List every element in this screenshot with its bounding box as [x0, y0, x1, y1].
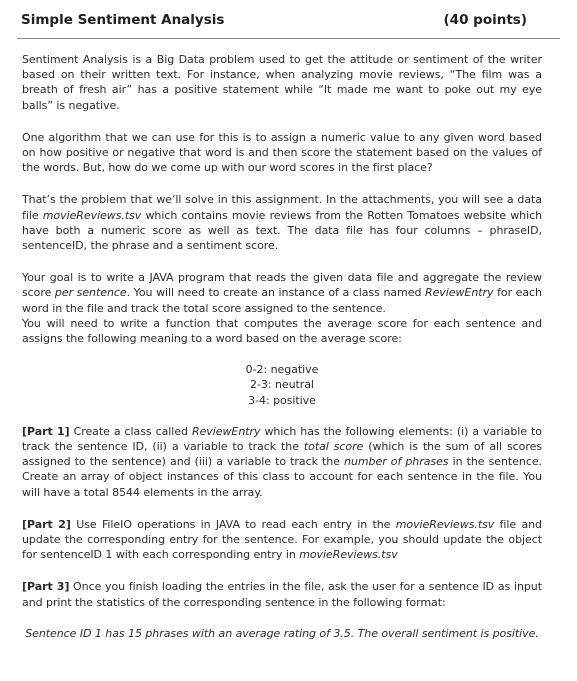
part3-paragraph — [22, 579, 542, 609]
part1-text-4: in the sentence. Create an array of object instances of this class to account for each sentence in the file. You will have a total 8544 elements in the array. — [22, 455, 542, 499]
part2-text-2: file and update the corresponding entry for the sentence. For example, you should update the object for sentenceID 1 with each corresponding entry in — [22, 517, 542, 562]
example-output: Sentence ID 1 has 15 phrases with an average rating of 3.5. The overall sentiment is positive. — [25, 626, 539, 640]
goal-paragraph — [22, 270, 542, 316]
part2-file-name-2: movieReviews.tsv — [299, 548, 398, 562]
scale-negative: 0-2: negative — [245, 363, 319, 377]
page-title: Simple Sentiment Analysis — [21, 12, 225, 28]
part2-paragraph — [22, 517, 542, 563]
average-score-paragraph: You will need to write a function that computes the average score for each sentence and assigns the following meaning to a word based on the average score: — [22, 316, 542, 346]
sentiment-scale — [22, 362, 542, 408]
data-file-name: movieReviews.tsv — [42, 208, 142, 222]
part2-file-name-1: movieReviews.tsv — [395, 517, 495, 531]
title-divider — [17, 38, 560, 39]
part2-label: [Part 2] — [22, 517, 71, 531]
algorithm-paragraph: One algorithm that we can use for this is to assign a numeric value to any given word based on how positive or negative that word is and then score the statement based on the values of the words. But, how do we come up with our word scores in the first place? — [22, 130, 542, 175]
part2-text-1: Use FileIO operations in JAVA to read each entry in the — [70, 517, 396, 531]
part1-emphasis-1: total score — [303, 440, 364, 454]
part1-class-name: ReviewEntry — [191, 424, 261, 438]
assignment-body — [22, 52, 542, 641]
scale-neutral: 2-3: neutral — [250, 378, 314, 392]
part3-text-1: Once you finish loading the entries in the file, ask the user for a sentence ID as input and print the statistics of the corresponding sentence in the following format: — [22, 580, 542, 609]
part1-text-2: which has the following elements: (i) a variable to track the sentence ID, (ii) a variable to track the — [22, 424, 542, 454]
goal-text-b: . You will need to create an instance of a class named — [126, 286, 425, 300]
intro-paragraph: Sentiment Analysis is a Big Data problem used to get the attitude or sentiment of the writer based on their written text. For instance, when analyzing movie reviews, “The film was a breath of fresh air” has a positive statement while “It made me want to poke out my eye balls” is negative. — [22, 53, 542, 112]
goal-emphasis: per sentence — [54, 286, 127, 300]
data-file-paragraph — [22, 192, 542, 253]
data-file-text-a: That’s the problem that we’ll solve in this assignment. In the attachments, you will see a data file — [22, 193, 542, 222]
part1-paragraph — [22, 424, 542, 500]
goal-text-a: Your goal is to write a JAVA program that reads the given data file and aggregate the review score — [22, 271, 542, 300]
goal-class-name: ReviewEntry — [424, 286, 494, 300]
goal-text-c: for each word in the file and track the total score assigned to the sentence. — [22, 286, 542, 315]
scale-positive: 3-4: positive — [248, 393, 316, 407]
part1-label: [Part 1] — [22, 424, 70, 438]
header — [21, 12, 527, 34]
data-file-text-b: which contains movie reviews from the Rotten Tomatoes website which have both a numeric score as well as text. The data file has four columns – phraseID, sentenceID, the phrase and a sentiment score. — [22, 208, 543, 253]
part1-emphasis-2: number of phrases — [344, 455, 449, 469]
part3-label: [Part 3] — [22, 580, 70, 594]
part1-text-1: Create a class called — [69, 424, 192, 438]
points-label: (40 points) — [443, 12, 527, 28]
part1-text-3: (which is the sum of all scores assigned to the sentence) and (iii) a variable to track the — [22, 440, 542, 469]
